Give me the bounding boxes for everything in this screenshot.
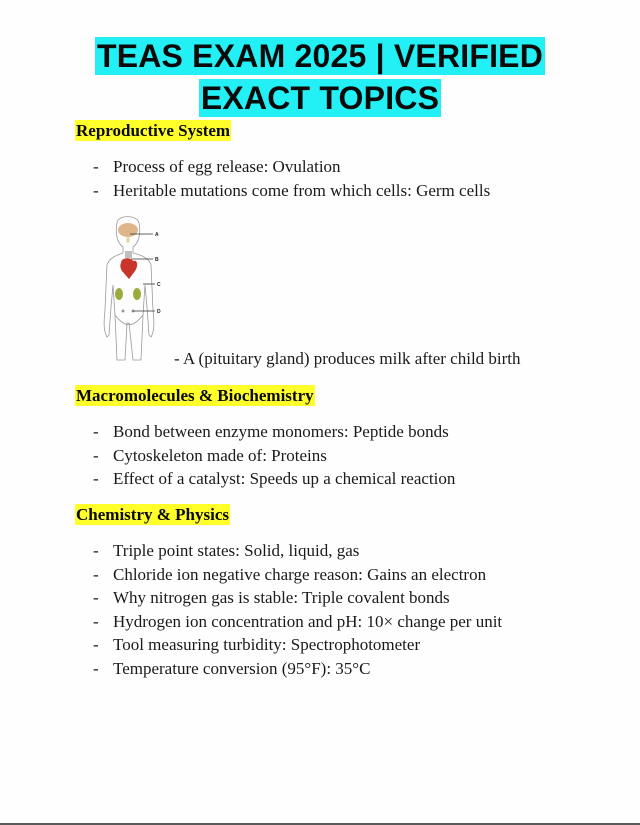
section-heading-reproductive-system: Reproductive System (76, 121, 231, 140)
bullet-dash: - (93, 180, 99, 200)
bullet-dash: - (93, 157, 99, 176)
list-item: - Chloride ion negative charge reason: Gains an electron (93, 563, 502, 587)
list-item: - Temperature conversion (95°F): 35°C (93, 657, 502, 681)
bullet-dash: - (93, 541, 99, 560)
chemistry-list (93, 539, 502, 680)
list-item: - Effect of a catalyst: Speeds up a chemical reaction (93, 467, 455, 491)
label-d: D (157, 309, 161, 315)
bullet-dash: - (93, 635, 99, 654)
kidney-right-shape (133, 288, 141, 300)
figure-caption: - A (pituitary gland) produces milk after child birth (174, 349, 521, 368)
pituitary-shape (126, 237, 130, 243)
list-item: - Why nitrogen gas is stable: Triple covalent bonds (93, 586, 502, 610)
human-body-figure-icon (95, 215, 185, 365)
list-item: - Tool measuring turbidity: Spectrophotometer (93, 633, 502, 657)
list-item: - Cytoskeleton made of: Proteins (93, 444, 455, 468)
bullet-dash: - (93, 564, 99, 584)
label-a: A (155, 232, 159, 238)
list-item: - Bond between enzyme monomers: Peptide bonds (93, 420, 455, 444)
bullet-dash: - (93, 658, 99, 678)
bullet-dash: - (93, 469, 99, 488)
list-item: - Triple point states: Solid, liquid, gas (93, 539, 502, 563)
list-item: - Heritable mutations come from which cells: Germ cells (93, 179, 490, 203)
document-title (0, 37, 640, 117)
title-line-1: TEAS EXAM 2025 | VERIFIED (96, 38, 544, 74)
bullet-dash: - (93, 611, 99, 631)
endocrine-body-diagram (95, 215, 185, 365)
heart-shape (120, 258, 137, 279)
thyroid-shape (125, 251, 132, 258)
brain-shape (118, 223, 138, 237)
reproductive-list (93, 155, 490, 202)
kidney-left-shape (115, 288, 123, 300)
section-heading-macromolecules: Macromolecules & Biochemistry (76, 386, 314, 405)
list-item: - Hydrogen ion concentration and pH: 10× change per unit (93, 610, 502, 634)
list-item: - Process of egg release: Ovulation (93, 155, 490, 179)
bullet-dash: - (93, 588, 99, 607)
label-b: B (155, 257, 159, 263)
macromolecules-list (93, 420, 455, 491)
label-c: C (157, 282, 161, 288)
section-heading-chemistry-physics: Chemistry & Physics (76, 505, 229, 524)
ovary-left-shape (122, 310, 125, 313)
bullet-dash: - (93, 445, 99, 465)
bullet-dash: - (93, 422, 99, 441)
title-line-2: EXACT TOPICS (200, 80, 440, 116)
